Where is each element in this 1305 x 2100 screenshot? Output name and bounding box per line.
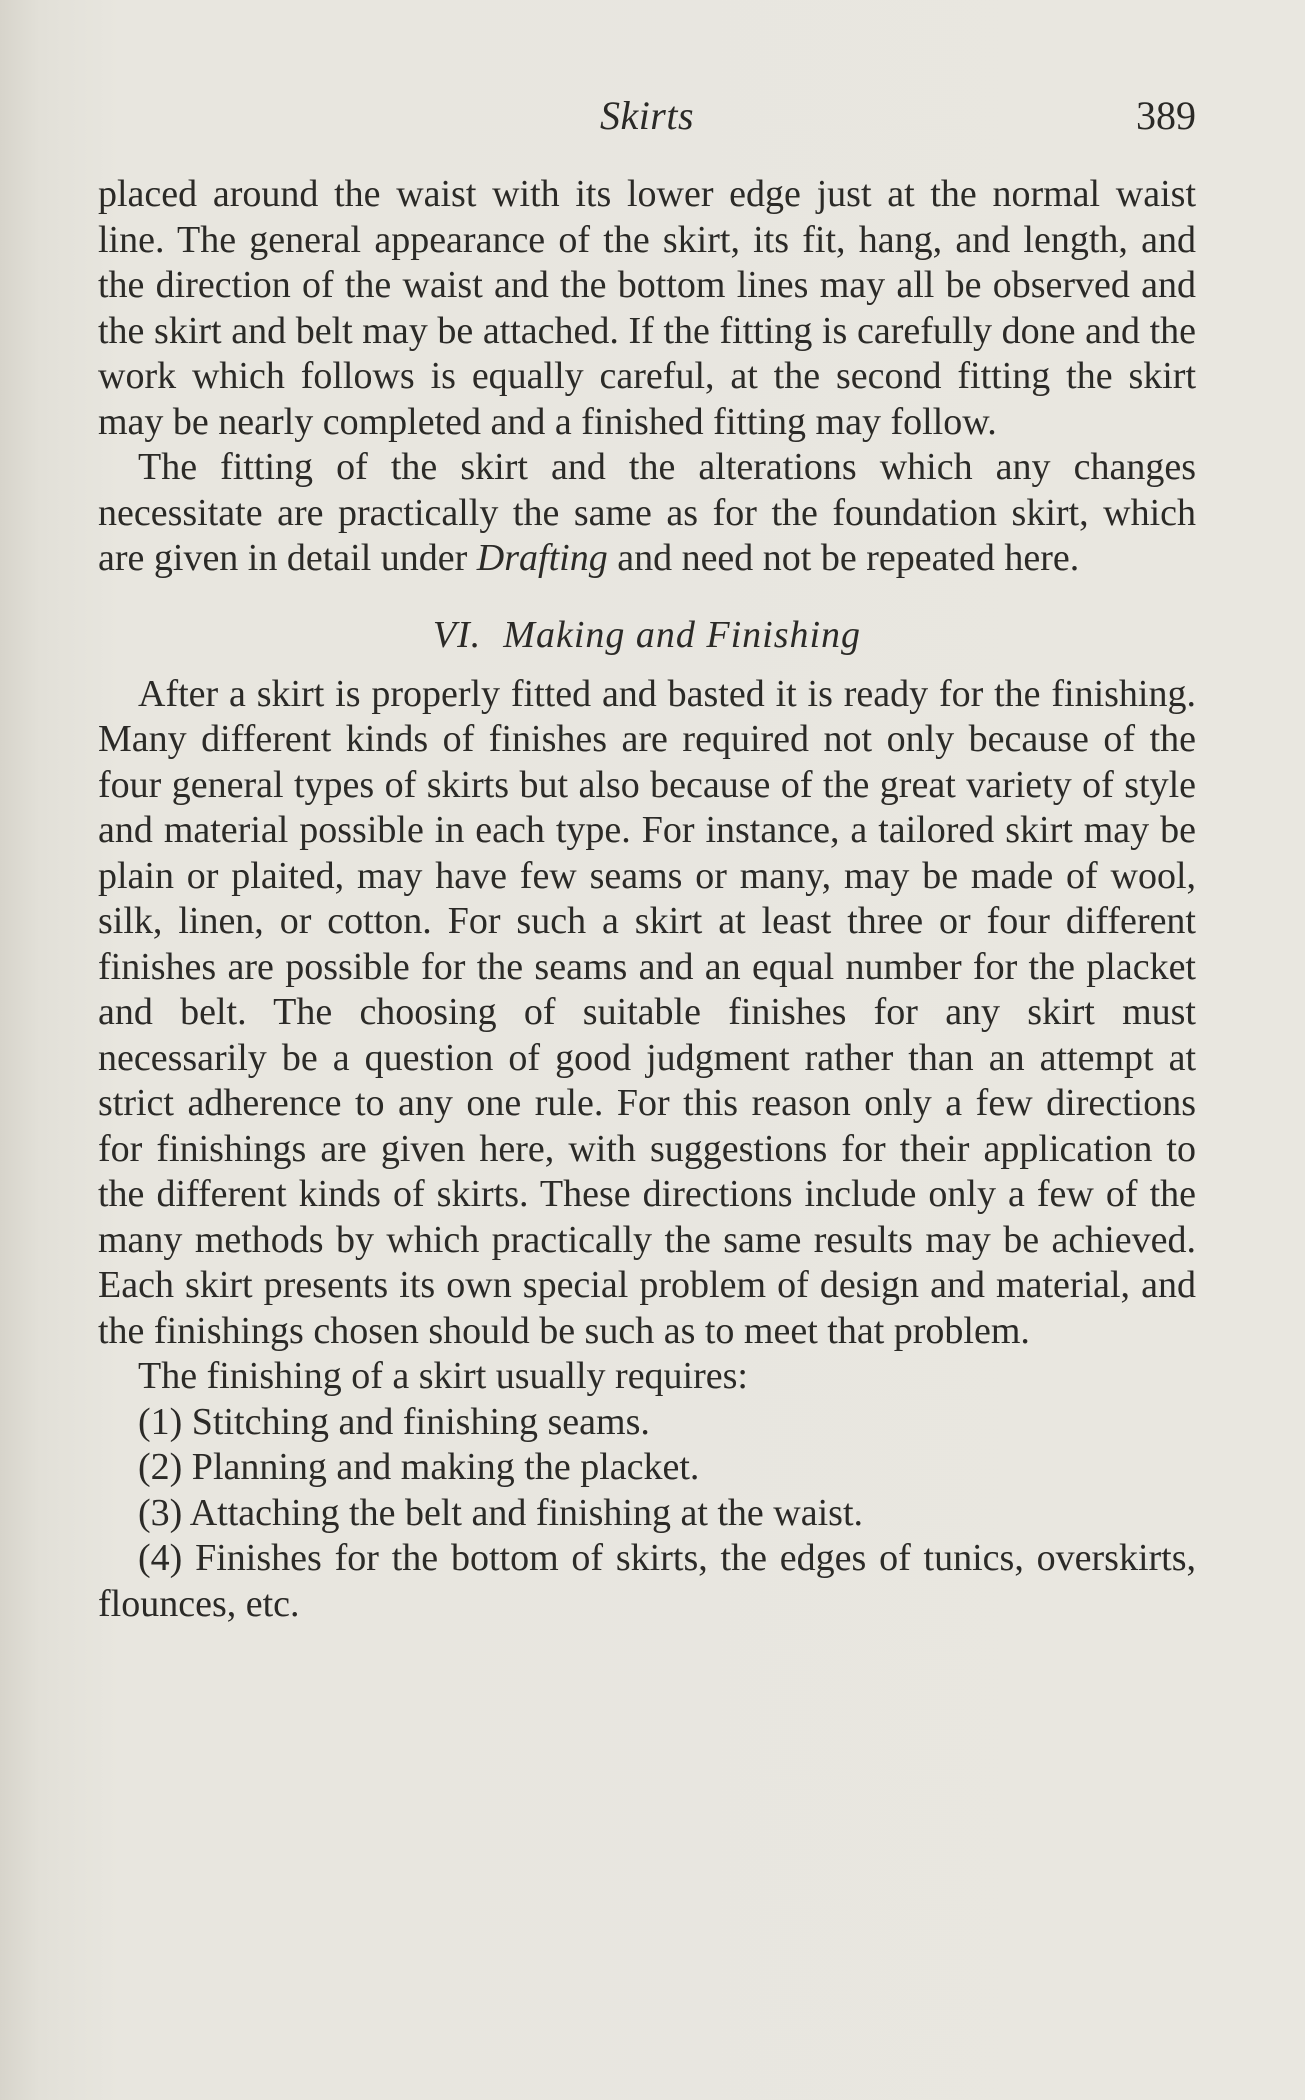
paragraph-fitting-tail: and need not be repeated here. [607,537,1080,579]
drafting-reference: Drafting [476,537,608,579]
list-item: (1) Stitching and finishing seams. [138,1400,650,1443]
section-title: Making and Finishing [503,613,862,656]
list-item: (4) Finishes for the bottom of skirts, the edges of tunics, overskirts, flounces, etc. [98,1537,1196,1625]
finishing-list [98,1400,1196,1628]
body-text [98,172,1196,1627]
page-number: 389 [1136,93,1196,138]
paragraph-fitting [98,445,1196,582]
list-intro: The finishing of a skirt usually requires: [138,1355,748,1397]
list-item: (2) Planning and making the placket. [138,1446,700,1488]
section-number: VI. [432,613,482,656]
section-heading [98,612,1196,658]
paragraph-fitting-text: The fitting of the skirt and the alterations which any changes necessitate are practically the same as for the foundation skirt, which are given in detail under [98,446,1196,579]
paragraph-continued: placed around the waist with its lower edge just at the normal waist line. The general appearance of the skirt, its fit, hang, and length, and the direction of the waist and the bottom lines may all be observed and the skirt and belt may be attached. If the fitting is carefully done and the work which follows is equally careful, at the second fitting the skirt may be nearly completed and a finished fitting may follow. [98,173,1196,443]
paragraph-making-finishing: After a skirt is properly fitted and basted it is ready for the finishing. Many different kinds of finishes are required not only because of the four general types of skirts but also because of the great variety of style and material possible in each type. For instance, a tailored skirt may be plain or plaited, may have few seams or many, may be made of wool, silk, linen, or cotton. For such a skirt at least three or four different finishes are possible for the seams and an equal number for the placket and belt. The choosing of suitable finishes for any skirt must necessarily be a question of good judgment rather than an attempt at strict adherence to any one rule. For this reason only a few directions for finishings are given here, with suggestions for their application to the different kinds of skirts. These directions include only a few of the many methods by which practically the same results may be achieved. Each skirt presents its own special problem of design and material, and the finishings chosen should be such as to meet that problem. [98,672,1196,1352]
list-item: (3) Attaching the belt and finishing at the waist. [138,1491,864,1534]
running-head [98,92,1196,144]
running-title: Skirts [599,93,695,138]
